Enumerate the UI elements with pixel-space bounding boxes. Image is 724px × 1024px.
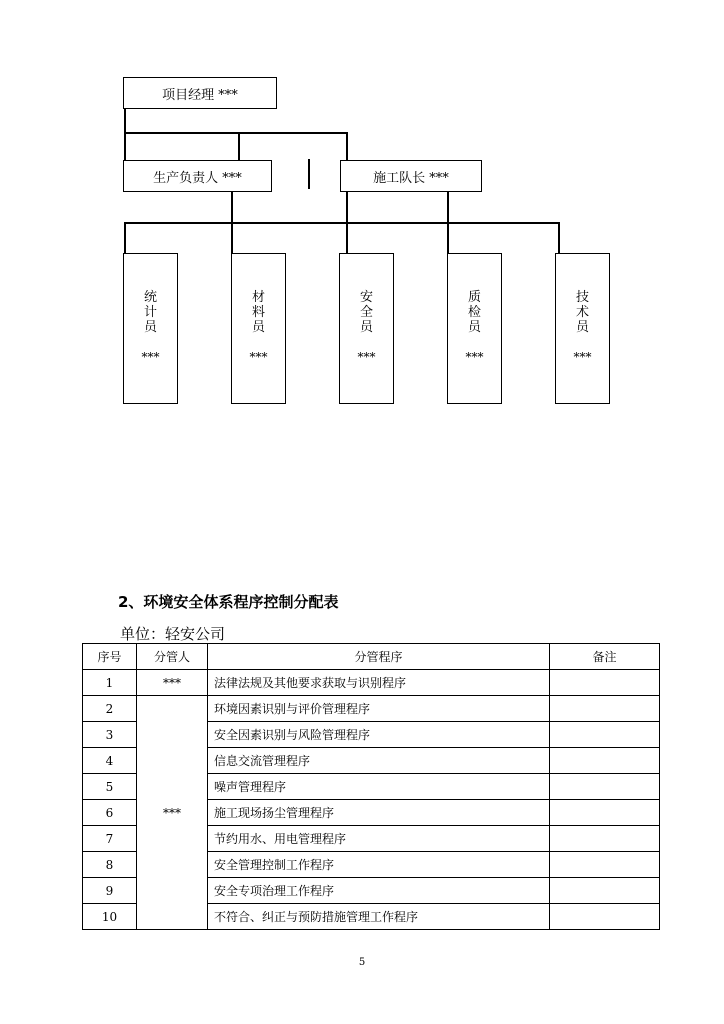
staff-name: *** xyxy=(141,350,160,364)
separator-line xyxy=(308,159,310,189)
row-note xyxy=(550,800,660,826)
staff-name: *** xyxy=(573,350,592,364)
row-procedure: 环境因素识别与评价管理程序 xyxy=(208,696,550,722)
row-no: 9 xyxy=(83,878,137,904)
header-no: 序号 xyxy=(83,644,137,670)
staff-char: 术 xyxy=(575,305,589,320)
staff-char: 全 xyxy=(359,305,373,320)
row-manager: *** xyxy=(137,670,208,696)
row-procedure: 噪声管理程序 xyxy=(208,774,550,800)
staff-name: *** xyxy=(357,350,376,364)
row-no: 7 xyxy=(83,826,137,852)
connector-line xyxy=(447,222,449,254)
row-note xyxy=(550,722,660,748)
staff-char: 员 xyxy=(359,320,373,335)
header-procedure: 分管程序 xyxy=(208,644,550,670)
staff-char: 员 xyxy=(575,320,589,335)
row-procedure: 不符合、纠正与预防措施管理工作程序 xyxy=(208,904,550,930)
row-note xyxy=(550,748,660,774)
section-title: 2、环境安全体系程序控制分配表 xyxy=(118,593,339,611)
connector-line xyxy=(124,222,559,224)
construction-lead-box xyxy=(340,160,482,192)
staff-char: 安 xyxy=(359,290,373,305)
connector-line xyxy=(558,222,560,254)
row-note xyxy=(550,878,660,904)
row-procedure: 信息交流管理程序 xyxy=(208,748,550,774)
row-no: 6 xyxy=(83,800,137,826)
construction-lead-label: 施工队长 *** xyxy=(373,170,449,186)
staff-char: 检 xyxy=(467,305,481,320)
connector-line xyxy=(447,191,449,223)
unit-label: 单位：轻安公司 xyxy=(120,625,226,643)
row-note xyxy=(550,826,660,852)
connector-line xyxy=(238,132,240,162)
row-procedure: 安全管理控制工作程序 xyxy=(208,852,550,878)
row-procedure: 法律法规及其他要求获取与识别程序 xyxy=(208,670,550,696)
row-manager-merged: *** xyxy=(137,696,208,930)
row-procedure: 施工现场扬尘管理程序 xyxy=(208,800,550,826)
row-procedure: 安全因素识别与风险管理程序 xyxy=(208,722,550,748)
staff-char: 质 xyxy=(467,290,481,305)
staff-name: *** xyxy=(249,350,268,364)
table-header-row xyxy=(83,644,660,670)
connector-line xyxy=(124,107,126,133)
connector-line xyxy=(231,191,233,223)
row-no: 4 xyxy=(83,748,137,774)
row-note xyxy=(550,696,660,722)
row-no: 10 xyxy=(83,904,137,930)
row-procedure: 节约用水、用电管理程序 xyxy=(208,826,550,852)
row-procedure: 安全专项治理工作程序 xyxy=(208,878,550,904)
staff-box-quality xyxy=(447,253,502,404)
manager-label: 项目经理 *** xyxy=(162,87,238,103)
header-note: 备注 xyxy=(550,644,660,670)
connector-line xyxy=(124,222,126,254)
page-number: 5 xyxy=(358,957,366,968)
connector-line xyxy=(346,222,348,254)
row-no: 8 xyxy=(83,852,137,878)
production-lead-label: 生产负责人 *** xyxy=(153,170,242,186)
connector-line xyxy=(124,132,347,134)
row-note xyxy=(550,904,660,930)
row-note xyxy=(550,852,660,878)
row-note xyxy=(550,670,660,696)
staff-char: 材 xyxy=(251,290,265,305)
production-lead-box xyxy=(123,160,272,192)
procedure-table xyxy=(82,643,660,930)
connector-line xyxy=(346,132,348,162)
row-no: 5 xyxy=(83,774,137,800)
connector-line xyxy=(346,191,348,223)
staff-char: 员 xyxy=(143,320,157,335)
staff-char: 员 xyxy=(467,320,481,335)
staff-char: 计 xyxy=(143,305,157,320)
staff-box-materials xyxy=(231,253,286,404)
staff-char: 料 xyxy=(251,305,265,320)
table-row xyxy=(83,696,660,722)
connector-line xyxy=(231,222,233,254)
row-no: 3 xyxy=(83,722,137,748)
staff-char: 员 xyxy=(251,320,265,335)
staff-box-statistician xyxy=(123,253,178,404)
header-manager: 分管人 xyxy=(137,644,208,670)
staff-char: 技 xyxy=(575,290,589,305)
connector-line xyxy=(124,132,126,162)
staff-char: 统 xyxy=(143,290,157,305)
staff-name: *** xyxy=(465,350,484,364)
staff-box-technician xyxy=(555,253,610,404)
manager-box xyxy=(123,77,277,109)
staff-box-safety xyxy=(339,253,394,404)
row-note xyxy=(550,774,660,800)
row-no: 1 xyxy=(83,670,137,696)
row-no: 2 xyxy=(83,696,137,722)
table-row xyxy=(83,670,660,696)
